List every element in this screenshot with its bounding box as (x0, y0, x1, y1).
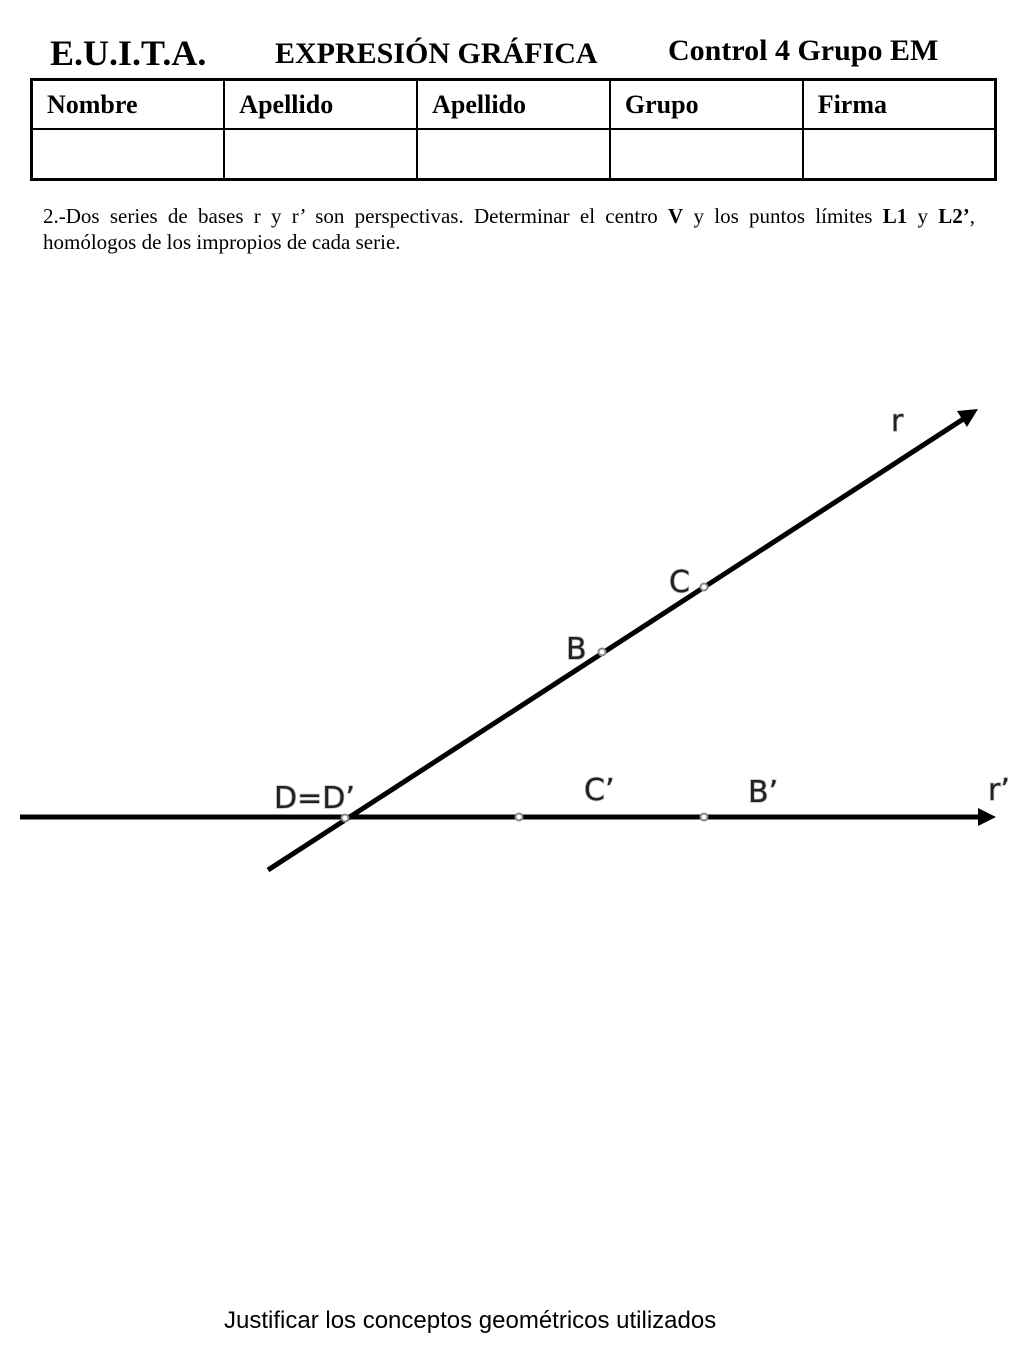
statement-l1: L1 (882, 204, 908, 228)
statement-center: V (668, 204, 684, 228)
header-apellido-1: Apellido (224, 80, 417, 130)
statement-part1: 2.-Dos series de bases r y r’ son perspectivas. Determinar el centro (43, 204, 669, 228)
label-b-prime: B’ (748, 775, 779, 810)
label-d: D=D’ (274, 781, 355, 816)
label-c-prime: C’ (584, 773, 615, 808)
point-c-prime-marker (516, 814, 523, 821)
header-firma: Firma (803, 80, 996, 130)
label-r: r (891, 404, 904, 439)
point-b-marker (599, 649, 606, 656)
statement-part2: y los puntos límites (683, 204, 883, 228)
subject-title: EXPRESIÓN GRÁFICA (275, 37, 598, 70)
header-nombre: Nombre (32, 80, 225, 130)
label-b: B (566, 632, 587, 667)
line-r (268, 416, 968, 870)
statement-part4: , homólogos de los impropios de cada serie. (43, 204, 975, 254)
point-c-marker (701, 584, 708, 591)
label-c: C (669, 565, 690, 600)
point-b-prime-marker (701, 814, 708, 821)
arrowhead-r-prime (978, 808, 996, 826)
statement-part3: y (907, 204, 939, 228)
header-apellido-2: Apellido (417, 80, 610, 130)
school-title: E.U.I.T.A. (50, 33, 207, 73)
statement-l2: L2’ (938, 204, 970, 228)
header-grupo: Grupo (610, 80, 803, 130)
exam-title: Control 4 Grupo EM (668, 34, 939, 67)
arrowhead-r (957, 409, 978, 427)
label-r-prime: r’ (988, 773, 1010, 808)
footer-note: Justificar los conceptos geométricos utilizados (224, 1307, 717, 1334)
